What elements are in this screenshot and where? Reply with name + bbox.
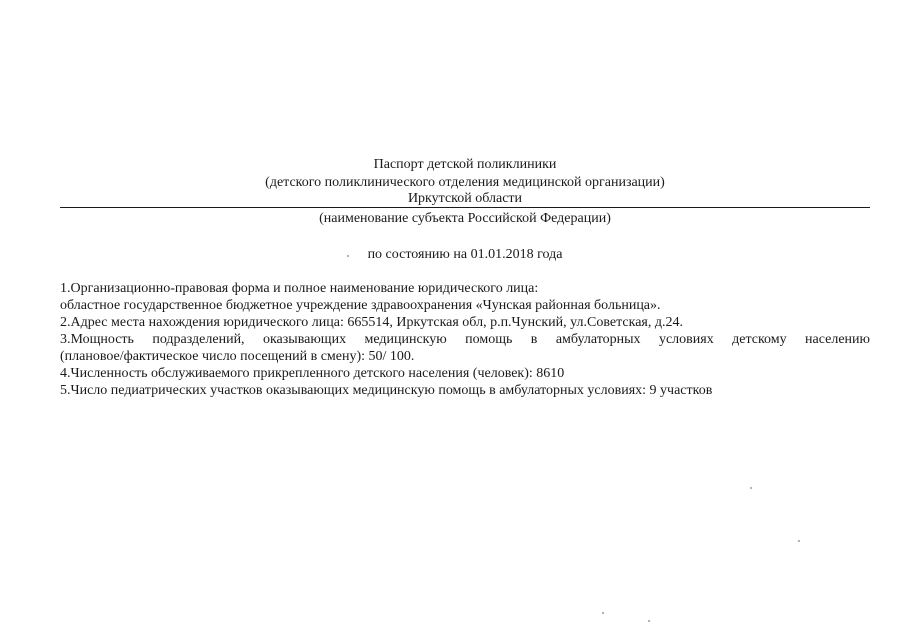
item-5-districts: 5.Число педиатрических участков оказывающих медицинскую помощь в амбулаторных условиях: 9 участков: [60, 383, 713, 398]
document-title: Паспорт детской поликлиники: [373, 157, 557, 172]
scan-speck: [648, 620, 650, 622]
as-of-date: по состоянию на 01.01.2018 года: [367, 247, 563, 262]
region-name: Иркутской области: [407, 191, 523, 206]
region-underline: [60, 207, 870, 208]
region-caption: (наименование субъекта Российской Федерации): [319, 211, 611, 226]
item-4-population: 4.Численность обслуживаемого прикрепленного детского населения (человек): 8610: [60, 366, 565, 381]
scan-speck: [347, 255, 349, 257]
scan-speck: [750, 487, 752, 489]
item-3-capacity-cont: (плановое/фактическое число посещений в смену): 50/ 100.: [60, 349, 415, 364]
item-1-value: областное государственное бюджетное учреждение здравоохранения «Чунская районная больница».: [60, 298, 661, 313]
item-3-capacity: 3.Мощность подразделений, оказывающих медицинскую помощь в амбулаторных условиях детскому населению: [60, 332, 870, 347]
scan-speck: [602, 612, 604, 614]
document-subtitle: (детского поликлинического отделения медицинской организации): [265, 175, 665, 190]
scan-speck: [798, 540, 800, 542]
item-2-address: 2.Адрес места нахождения юридического лица: 665514, Иркутская обл, р.п.Чунский, ул.Советская, д.24.: [60, 315, 683, 330]
item-1-heading: 1.Организационно-правовая форма и полное наименование юридического лица:: [60, 281, 539, 296]
